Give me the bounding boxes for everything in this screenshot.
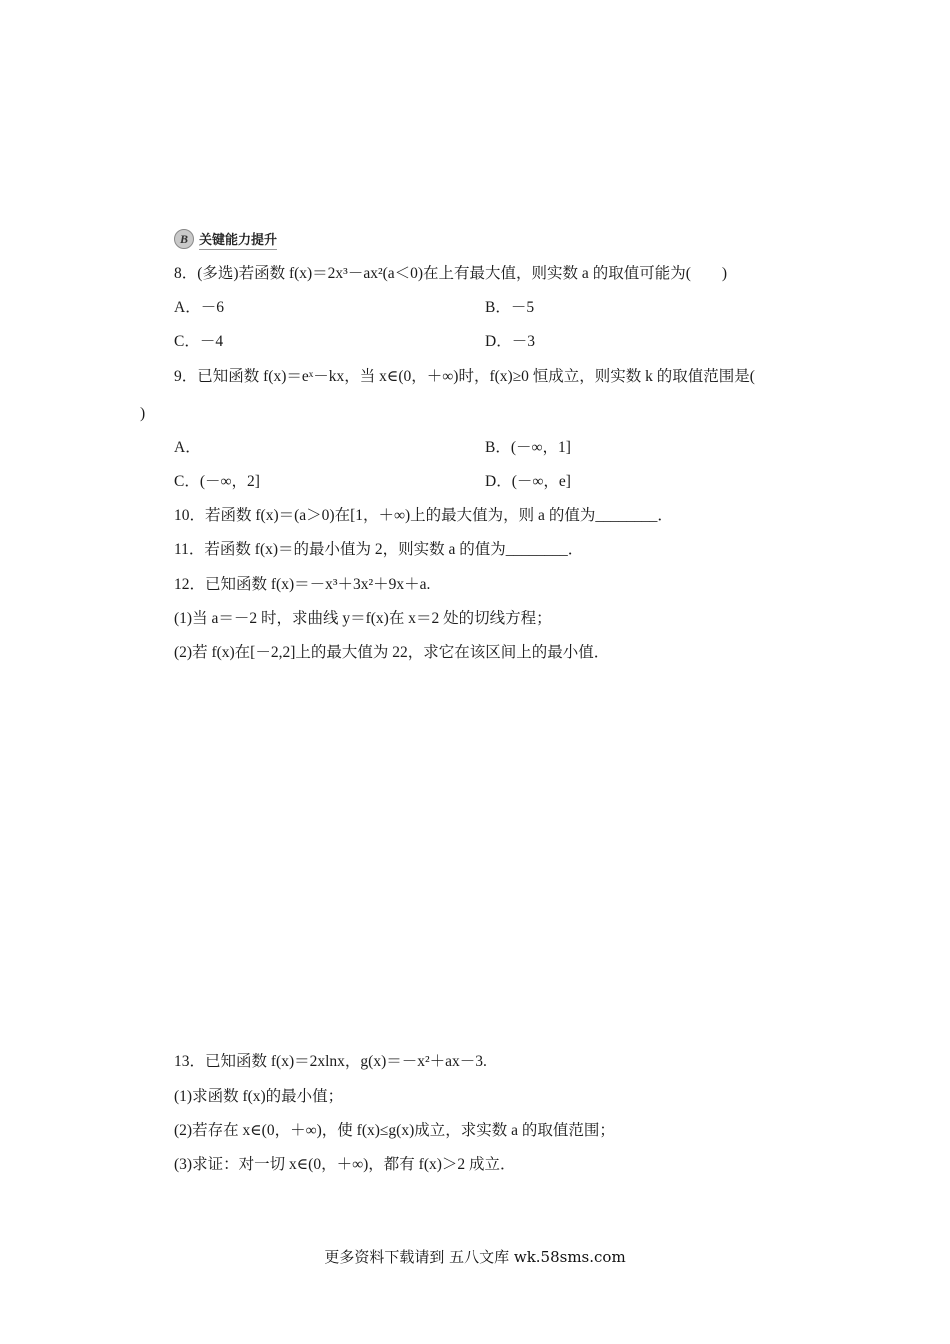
q13-part1: (1)求函数 f(x)的最小值；	[174, 1088, 344, 1105]
q9-stem: 9．已知函数 f(x)＝eˣ－kx，当 x∈(0，＋∞)时，f(x)≥0 恒成立，则实数 k 的取值范围是(	[174, 368, 755, 385]
q8-option-a: A．－6	[174, 299, 224, 316]
q8-option-d: D．－3	[485, 333, 535, 350]
section-header	[174, 229, 277, 249]
q12-stem: 12．已知函数 f(x)＝－x³＋3x²＋9x＋a.	[174, 576, 431, 593]
q9-stem-end: )	[140, 405, 146, 422]
section-title: 关键能力提升	[199, 229, 277, 250]
footer-text: 更多资料下载请到 五八文库 wk.58sms.com	[324, 1248, 626, 1266]
q9-option-a: A．	[174, 439, 201, 456]
q11-stem: 11．若函数 f(x)＝的最小值为 2，则实数 a 的值为________．	[174, 541, 584, 558]
q13-part3: (3)求证：对一切 x∈(0，＋∞)，都有 f(x)＞2 成立．	[174, 1156, 516, 1173]
q8-option-b: B．－5	[485, 299, 535, 316]
section-badge-icon: B	[174, 229, 194, 249]
q12-part2: (2)若 f(x)在[－2,2]上的最大值为 22，求它在该区间上的最小值．	[174, 644, 610, 661]
q8-option-c: C．－4	[174, 333, 224, 350]
q9-option-c: C．(－∞，2]	[174, 473, 260, 490]
q8-stem: 8．(多选)若函数 f(x)＝2x³－ax²(a＜0)在上有最大值，则实数 a 的取值可能为( )	[174, 265, 728, 282]
q10-stem: 10．若函数 f(x)＝(a＞0)在[1，＋∞)上的最大值为，则 a 的值为________．	[174, 507, 673, 524]
q9-option-b: B．(－∞，1]	[485, 439, 571, 456]
q12-part1: (1)当 a＝－2 时，求曲线 y＝f(x)在 x＝2 处的切线方程；	[174, 610, 552, 627]
q13-part2: (2)若存在 x∈(0，＋∞)，使 f(x)≤g(x)成立，求实数 a 的取值范围；	[174, 1122, 615, 1139]
q9-option-d: D．(－∞，e]	[485, 473, 571, 490]
q13-stem: 13．已知函数 f(x)＝2xlnx，g(x)＝－x²＋ax－3.	[174, 1053, 487, 1070]
